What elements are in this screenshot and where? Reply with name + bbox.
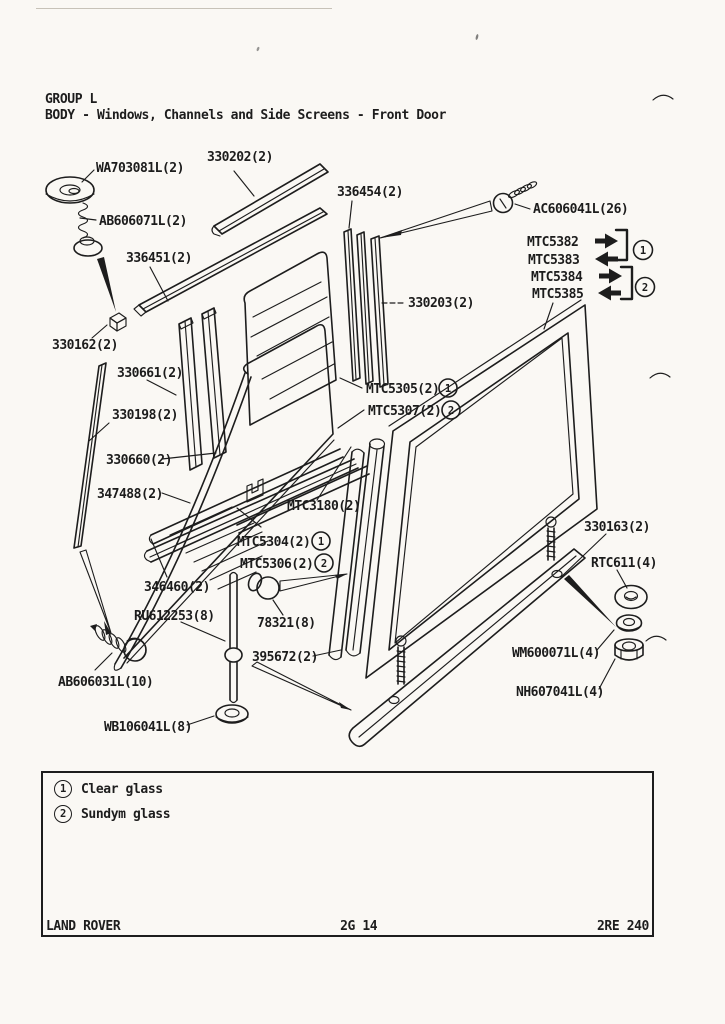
washer-screw-assembly-drawing [46, 170, 116, 312]
arrow-left-icon [598, 286, 621, 301]
footer-row [43, 919, 652, 934]
legend-item-sundym-glass [54, 805, 170, 823]
part-label-mtc5382: MTC5382 [527, 235, 579, 250]
legend-item-clear-glass [54, 780, 170, 798]
part-label-mtc3180: MTC3180(2) [287, 499, 361, 514]
legend-box [41, 771, 654, 937]
part-label-347488: 347488(2) [97, 487, 163, 502]
callout-digit: 2 [641, 282, 649, 294]
part-label-mtc5383: MTC5383 [528, 253, 580, 268]
part-label-ru612253: RU612253(8) [134, 609, 215, 624]
clip-330162-drawing [92, 313, 126, 338]
part-label-336454: 336454(2) [337, 185, 403, 200]
washer-nut-stack-drawing [564, 570, 647, 689]
part-label-rtc611: RTC611(4) [591, 556, 657, 571]
group-title: GROUP L [45, 92, 97, 107]
part-label-ab606031l: AB606031L(10) [58, 675, 154, 690]
part-label-330660: 330660(2) [106, 453, 172, 468]
part-label-346460: 346460(2) [144, 580, 210, 595]
callout-digit: 1 [639, 245, 647, 257]
bracket [621, 267, 632, 299]
part-label-336451: 336451(2) [126, 251, 192, 266]
part-label-mtc5304: MTC5304(2) [237, 535, 311, 550]
part-label-330162: 330162(2) [52, 338, 118, 353]
callout-digit: 2 [320, 558, 328, 570]
part-label-ac606041l: AC606041L(26) [533, 202, 629, 217]
glass-pane-back [244, 252, 336, 425]
screw-ab606031-drawing [90, 624, 146, 670]
part-label-395672: 395672(2) [252, 650, 318, 665]
arrow-right-icon [599, 269, 622, 284]
part-label-330202: 330202(2) [207, 150, 273, 165]
button-78321-drawing [246, 571, 347, 615]
arrow-left-icon [595, 252, 618, 267]
part-label-mtc5307: MTC5307(2) [368, 404, 442, 419]
part-label-ab606071l: AB606071L(2) [99, 214, 187, 229]
left-channel-posts-drawing [147, 308, 226, 470]
stud-ru612253-drawing [181, 573, 248, 726]
footer-page-code: 2G 14 [340, 919, 378, 934]
legend-callout-2: 2 [54, 805, 72, 823]
window-frame-drawing [366, 300, 597, 684]
part-label-mtc5306: MTC5306(2) [240, 557, 314, 572]
legend-label: Sundym glass [81, 806, 171, 822]
callout-digit: 1 [444, 383, 452, 395]
glass-legend [54, 780, 170, 823]
part-label-mtc5305: MTC5305(2) [366, 382, 440, 397]
section-title: BODY - Windows, Channels and Side Screens - Front Door [45, 108, 447, 123]
part-label-wm600071l: WM600071L(4) [512, 646, 600, 661]
part-label-wb106041l: WB106041L(8) [104, 720, 192, 735]
arrow-right-icon [595, 234, 618, 249]
part-label-330163: 330163(2) [584, 520, 650, 535]
callout-digit: 1 [317, 536, 325, 548]
part-label-330198: 330198(2) [112, 408, 178, 423]
part-label-330661: 330661(2) [117, 366, 183, 381]
legend-label: Clear glass [81, 781, 163, 797]
screw-ac606041-drawing [380, 180, 538, 238]
mtc-variant-block [527, 230, 655, 329]
glass-channels-right-drawing [344, 201, 404, 387]
part-label-330203: 330203(2) [408, 296, 474, 311]
callout-digit: 2 [447, 405, 455, 417]
part-label-mtc5385: MTC5385 [532, 287, 584, 302]
part-label-nh607041l: NH607041L(4) [516, 685, 604, 700]
bracket [616, 230, 627, 260]
footer-brand: LAND ROVER [46, 919, 121, 934]
footer-plate-code: 2RE 240 [596, 919, 649, 934]
part-label-mtc5384: MTC5384 [531, 270, 583, 285]
bottom-rail-330163-drawing [349, 534, 606, 746]
part-label-wa703081l: WA703081L(2) [96, 161, 184, 176]
legend-callout-1: 1 [54, 780, 72, 798]
part-label-78321: 78321(8) [257, 616, 316, 631]
